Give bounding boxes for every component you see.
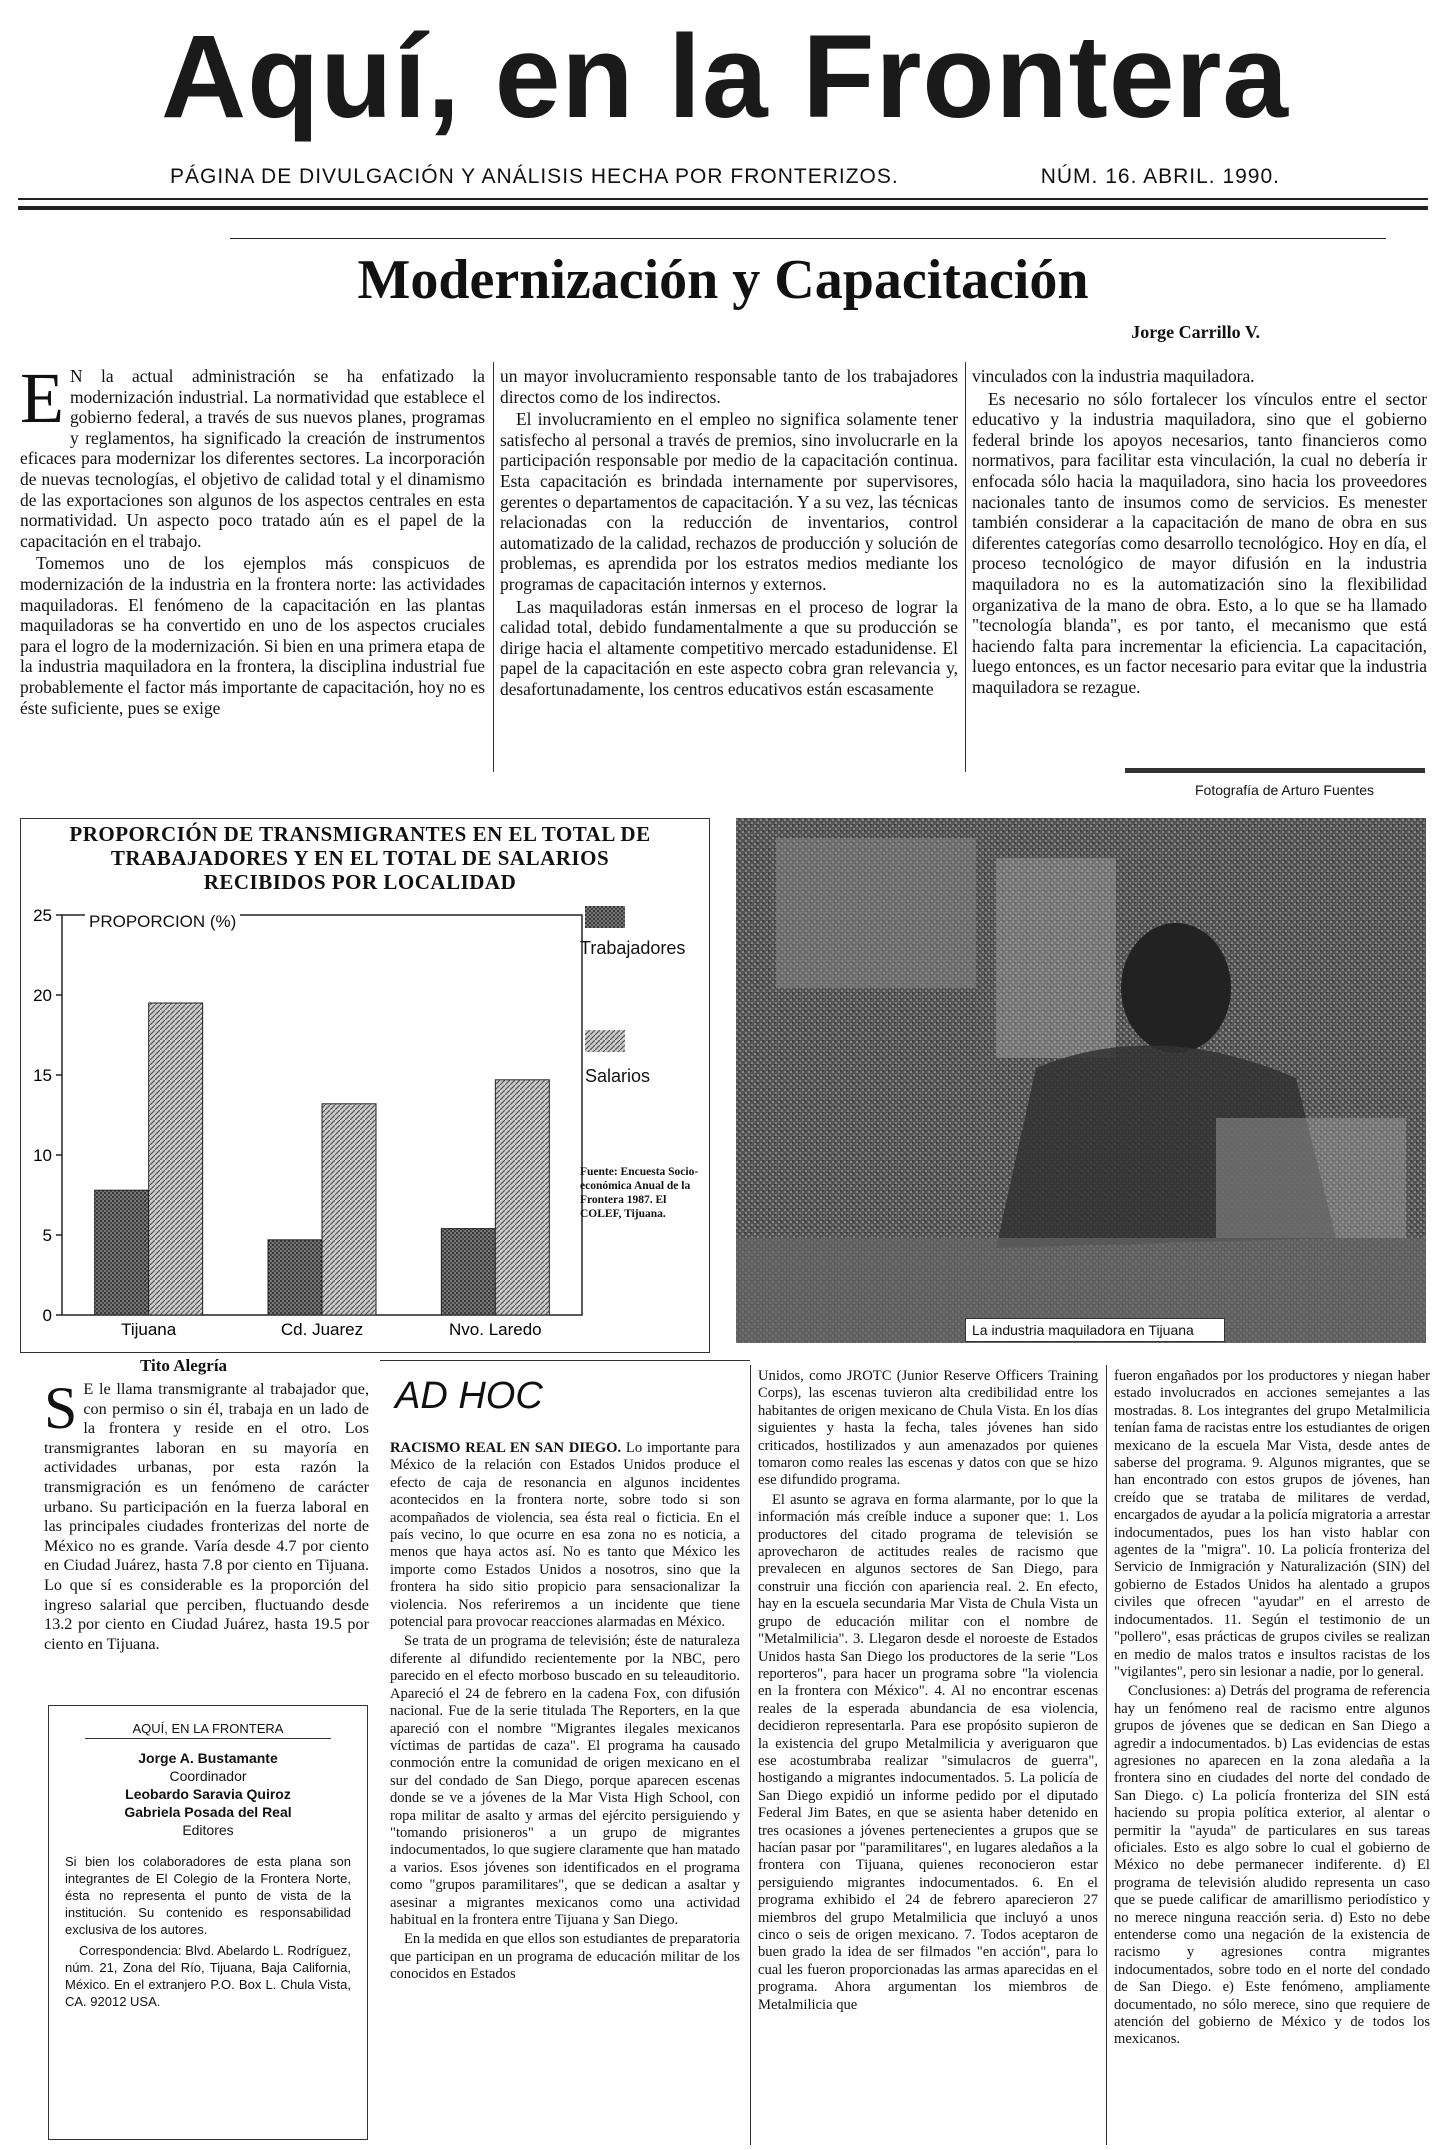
sidebar-author: Tito Alegría (140, 1356, 228, 1375)
col2-paragraph-3: Las maquiladoras están inmersas en el proceso de lograr la calidad total, debido fundamentalmente a que su producción se dirige hacia el altamente competitivo mercado estadunidense. El papel de la capacitación en este aspecto cobra gran relevancia y, desafortunadamente, los centros educativos están escasamente (500, 596, 958, 699)
y-tick-label: 0 (42, 1306, 52, 1325)
col2-paragraph-2: El involucramiento en el empleo no significa solamente tener satisfecho al personal a través de premios, sino involucrarle en la participación responsable por medio de la capacitación continua. Esta capacitación es brindada internamente por supervisores, gerentes o departamentos de capacitación. Y a su vez, las técnicas relacionadas con la reducción de inventarios, control automatizado de la calidad, rechazos de producción y solución de problemas, es aprendida por los estratos medios mediante los programas de capacitación internos y externos. (500, 409, 958, 594)
article-column-2 (500, 366, 958, 702)
column-divider (493, 362, 494, 772)
bar-salarios-nvolaredo (495, 1080, 549, 1315)
legend-swatch-salarios (585, 1030, 625, 1052)
masthead-title: Aquí, en la Frontera (160, 11, 1290, 143)
bar-trabajadores-tijuana (95, 1190, 149, 1315)
adhoc-lead: RACISMO REAL EN SAN DIEGO. (390, 1440, 622, 1456)
coordinator-name: Jorge A. Bustamante (138, 1750, 278, 1766)
bar-trabajadores-cdjuarez (268, 1240, 322, 1315)
credits-box (48, 1705, 368, 2140)
column-divider (750, 1365, 751, 2145)
photo-caption: La industria maquiladora en Tijuana (965, 1318, 1225, 1342)
x-tick-label: Cd. Juarez (280, 1320, 364, 1339)
credits-header: AQUÍ, EN LA FRONTERA (85, 1720, 331, 1739)
title-rule (230, 238, 1386, 239)
adhoc-c3-p1: fueron engañados por los productores y niegan haber estado involucrados en acciones semejantes a las mostradas. 8. Los integrantes del grupo Metalmilicia tenían fama de racistas entre los estudiantes de origen mexicano de la escuela Mar Vista, desde antes de saberse del programa. 9. Algunos migrantes, que se han encontrado con estos grupos de jóvenes, han creído que se trataba de militares de verdad, encargados de ayudar a la policía migratoria a arrestar indocumentados, pues los han visto hablar con agentes de la "migra". 10. La policía fronteriza del Servicio de Inmigración y Naturalización (SIN) del gobierno de Estados Unidos ha alentado a grupos civiles que ofrecen "ayudar" en el arresto de indocumentados. 11. Según el testimonio de un "pollero", esas prácticas de grupos civiles se realizan en medio de malos tratos e insultos racistas de los "vigilantes", pero sin lesionar a nadie, por lo general. (1114, 1368, 1430, 1680)
adhoc-heading: AD HOC (395, 1375, 543, 1417)
masthead-rule (18, 198, 1428, 200)
bar-salarios-tijuana (149, 1003, 203, 1315)
credits-address: Correspondencia: Blvd. Abelardo L. Rodríguez, núm. 21, Zona del Río, Tijuana, Baja California, México. En el extranjero P.O. Box L. Chula Vista, CA. 92012 USA. (65, 1943, 351, 2009)
adhoc-c3-p2: Conclusiones: a) Detrás del programa de referencia hay un fenómeno real de racismo entre algunos grupos de jóvenes que se dedican en San Diego a agredir a indocumentados. b) Las evidencias de estas agresiones no aparecen en la zona aledaña a la frontera sino en ciudades del norte del condado de San Diego. c) La policía fronteriza del SIN está haciendo su propia política exterior, al alentar o permitir la "ayuda" de particulares en sus tareas oficiales. Esto es algo sobre lo cual el gobierno de México no debe permanecer indiferente. d) El programa de televisión aludido representa un caso que se puede calificar de amarillismo periodístico y no merece ninguna reacción seria. d) Esto no debe entenderse como una negación de la existencia de racismo y agresiones contra migrantes indocumentados, sobre todo en el norte del condado de San Diego. e) Este fenómeno, ampliamente documentado, no sólo merece, sino que requiere de atención del gobierno de México y de todos los mexicanos. (1114, 1683, 1430, 2048)
masthead-subhead (160, 165, 1290, 189)
adhoc-c1-p1: Lo importante para México de la relación con Estados Unidos produce el efecto de caja de resonancia en algunos incidentes acontecidos en la frontera norte, sobre todo si son acompañados de violencia, sea ésta real o ficticia. En el país vecino, lo que ocurre en esa zona no es noticia, a menos que haya actos así. No es tanto que México les importe como Estados Unidos a nosotros, sino que la frontera ha sido sitio propicio para sensacionalizar la violencia. Nos referiremos a un incidente que tiene potencial para provocar reacciones alarmadas en México. (390, 1440, 741, 1631)
column-divider (965, 362, 966, 772)
col1-paragraph-1: N la actual administración se ha enfatizado la modernización industrial. La normatividad que establece el gobierno federal, a través de sus nuevos planes, programas y reglamentos, ha significado la creación de instrumentos eficaces para modernizar los diferentes sectores. La incorporación de nuevas tecnologías, el objetivo de calidad total y el dinamismo de las exportaciones son algunos de los aspectos centrales en esta normatividad. Un aspecto poco tratado aún es el papel de la capacitación en el trabajo. (20, 366, 485, 551)
sidebar-drop-cap: S (44, 1375, 78, 1441)
article-author: Jorge Carrillo V. (1131, 322, 1260, 342)
photo-credit-rule (1125, 768, 1425, 773)
coordinator-role: Coordinador (169, 1768, 247, 1784)
bar-trabajadores-nvolaredo (441, 1229, 495, 1315)
adhoc-top-rule (380, 1360, 750, 1361)
x-tick-label: Nvo. Laredo (449, 1320, 542, 1339)
editor-name-2: Gabriela Posada del Real (124, 1804, 292, 1820)
x-tick-label: Tijuana (121, 1320, 177, 1339)
article-title: Modernización y Capacitación (357, 249, 1089, 311)
chart-source: Fuente: Encuesta Socio-económica Anual de la Frontera 1987. El COLEF, Tijuana. (580, 1166, 699, 1220)
photo-maquiladora (736, 818, 1426, 1343)
article-column-3 (972, 366, 1427, 700)
adhoc-c2-p1: Unidos, como JROTC (Junior Reserve Officers Training Corps), las escenas tuvieron alta credibilidad entre los habitantes de origen mexicano de Chula Vista. En los días siguientes y hasta la fecha, tales jóvenes han sido criticados, hostilizados y aun amenazados por quienes tomaron como reales las escenas y datos con que se hizo ese difundido programa. (758, 1368, 1098, 1489)
chart-title: PROPORCIÓN DE TRANSMIGRANTES EN EL TOTAL DE TRABAJADORES Y EN EL TOTAL DE SALARIOS RECIBIDOS POR LOCALIDAD (69, 822, 651, 894)
credits-disclaimer: Si bien los colaboradores de esta plana son integrantes de El Colegio de la Frontera Norte, ésta no representa el punto de vista de la institución. Su contenido es responsabilidad exclusiva de los autores. (65, 1854, 351, 1937)
adhoc-column-3 (1114, 1368, 1430, 2051)
legend-label-trabajadores: Trabajadores (580, 938, 686, 958)
y-tick-label: 20 (33, 986, 52, 1005)
bar-chart (20, 900, 710, 1350)
photo-illustration (736, 818, 1426, 1343)
photo-credit: Fotografía de Arturo Fuentes (1195, 782, 1374, 798)
article-column-1 (20, 358, 485, 720)
y-tick-label: 25 (33, 906, 52, 925)
masthead-rule-thick (18, 206, 1428, 210)
masthead-tagline: PÁGINA DE DIVULGACIÓN Y ANÁLISIS HECHA POR FRONTERIZOS. (170, 165, 899, 188)
chart-ylabel: PROPORCION (%) (85, 912, 240, 932)
adhoc-column-1 (390, 1440, 740, 1986)
col2-paragraph-1: un mayor involucramiento responsable tanto de los trabajadores directos como de los indirectos. (500, 366, 958, 407)
col1-paragraph-2: Tomemos uno de los ejemplos más conspicuos de modernización de la industria en la frontera norte: las actividades maquiladoras. El fenómeno de la capacitación en las plantas maquiladoras se ha convertido en uno de los aspectos cruciales para el logro de la modernización. Si bien en una primera etapa de la industria maquiladora en la frontera, la disciplina industrial fue probablemente el factor más importante de capacitación, hoy no es éste suficiente, pues se exige (20, 553, 485, 718)
masthead-issue: NÚM. 16. ABRIL. 1990. (1040, 165, 1280, 188)
col3-paragraph-1: vinculados con la industria maquiladora. (972, 366, 1255, 386)
editors-role: Editores (182, 1822, 234, 1838)
legend-label-salarios: Salarios (585, 1066, 651, 1086)
adhoc-c1-p2: Se trata de un programa de televisión; éste de naturaleza diferente al difundido recientemente por la NBC, pero parecido en el efecto morboso buscado en su teleauditorio. Apareció el 24 de febrero en la cadena Fox, con difusión nacional. Fue de la serie titulada The Reporters, en la que apareció con el nombre "Migrantes ilegales mexicanos víctimas de partidas de caza". El programa ha causado conmoción entre la comunidad de origen mexicano en el sur del condado de San Diego, porque aparecen escenas donde se ve a jóvenes de la Mar Vista High School, con ropa militar de asalto y armas del ejército persiguiendo y "tomando prisioneros" a un grupo de migrantes indocumentados, lo que sugiere claramente que han matado a varios. Esos jóvenes son identificados en el programa como "grupos paramilitares", que se dedican a asaltar y asesinar a migrantes mexicanos como una actividad habitual en la frontera entre Tijuana y San Diego. (390, 1633, 740, 1928)
adhoc-c1-p3: En la medida en que ellos son estudiantes de preparatoria que participan en un programa de educación militar de los conocidos en Estados (390, 1931, 740, 1983)
adhoc-c2-p2: El asunto se agrava en forma alarmante, por lo que la información más creíble induce a suponer que: 1. Los productores del citado programa de televisión se aprovecharon de actitudes reales de racismo que prevalecen en algunos sectores de San Diego, para construir una ficción con apariencia real. 2. En efecto, hay en la escuela secundaria Mar Vista de Chula Vista un grupo de educación militar con el nombre de "Metalmilicia". 3. Llegaron desde el noroeste de Estados Unidos hasta San Diego los productores de la serie "Los reporteros", para hacer un programa sobre "la violencia en la frontera con México". 4. Al no encontrar escenas reales de la esperada abundancia de esa violencia, decidieron representarla. Para ese propósito supieron de la existencia del grupo Metalmilicia y averiguaron que ese acostumbraba realizar "simulacros de guerra", hostigando a migrantes indocumentados. 5. La policía de San Diego expidió un informe pedido por el diputado Federal Jim Bates, en que se asienta haber detenido en tres ocasiones a jóvenes pertenecientes a grupos que se hacían pasar por "paramilitares", en lugares aledaños a la frontera con Tijuana, quienes reconocieron estar persiguiendo migrantes indocumentados. 6. En el programa exhibido el 24 de febrero aparecieron 27 miembros del grupo Metalmilicia que incluyó a unos cinco o seis de origen mexicano. 7. Todos aceptaron de buen grado la idea de ser filmados "en acción", para lo cual les fueron proporcionadas las armas aparecidas en el programa. Ahora argumentan los miembros de Metalmilicia que (758, 1491, 1098, 2013)
sidebar-article (44, 1375, 369, 1656)
col3-paragraph-2: Es necesario no sólo fortalecer los vínculos entre el sector educativo y la industria maquiladora, sino que el gobierno federal brinde los apoyos necesarios, tanto financieros como normativos, para facilitar esta vinculación, la cual no debería ir enfocada sólo hacia la maquiladora, sino hacia los proveedores nacionales tanto de insumos como de servicios. Es menester también considerar a la capacitación de mano de obra en sus diferentes categorías como desarrollo tecnológico. Hoy en día, el proceso tecnológico de mayor difusión en la industria maquiladora no es la automatización sino la flexibilidad organizativa de la mano de obra. Esto, a lo que se ha llamado "tecnología blanda", es por tanto, el mecanismo que está haciendo falta para incrementar la eficiencia. La capacitación, luego entonces, es un factor necesario para evitar que la industria maquiladora se rezague. (972, 388, 1427, 697)
editor-name-1: Leobardo Saravia Quiroz (125, 1786, 291, 1802)
bar-salarios-cdjuarez (322, 1104, 376, 1315)
drop-cap: E (20, 358, 64, 438)
adhoc-column-2 (758, 1368, 1098, 2016)
legend-swatch-trabajadores (585, 906, 625, 928)
y-tick-label: 15 (33, 1066, 52, 1085)
y-tick-label: 10 (33, 1146, 52, 1165)
y-tick-label: 5 (42, 1226, 52, 1245)
sidebar-text: E le llama transmigrante al trabajador que, con permiso o sin él, trabaja en un lado de la frontera y reside en el otro. Los transmigrantes laboran en su mayoría en actividades urbanas, por esta razón la transmigración es un fenómeno de carácter urbano. Su participación en la fuerza laboral en las principales ciudades fronterizas del norte de México no es grande. Varía desde 4.7 por ciento en Ciudad Juárez, hasta 7.8 por ciento en Tijuana. Lo que sí es considerable es la proporción del ingreso salarial que perciben, fluctuando desde 13.2 por ciento en Ciudad Juárez, hasta 19.5 por ciento en Tijuana. (44, 1380, 369, 1653)
column-divider (1106, 1365, 1107, 2145)
